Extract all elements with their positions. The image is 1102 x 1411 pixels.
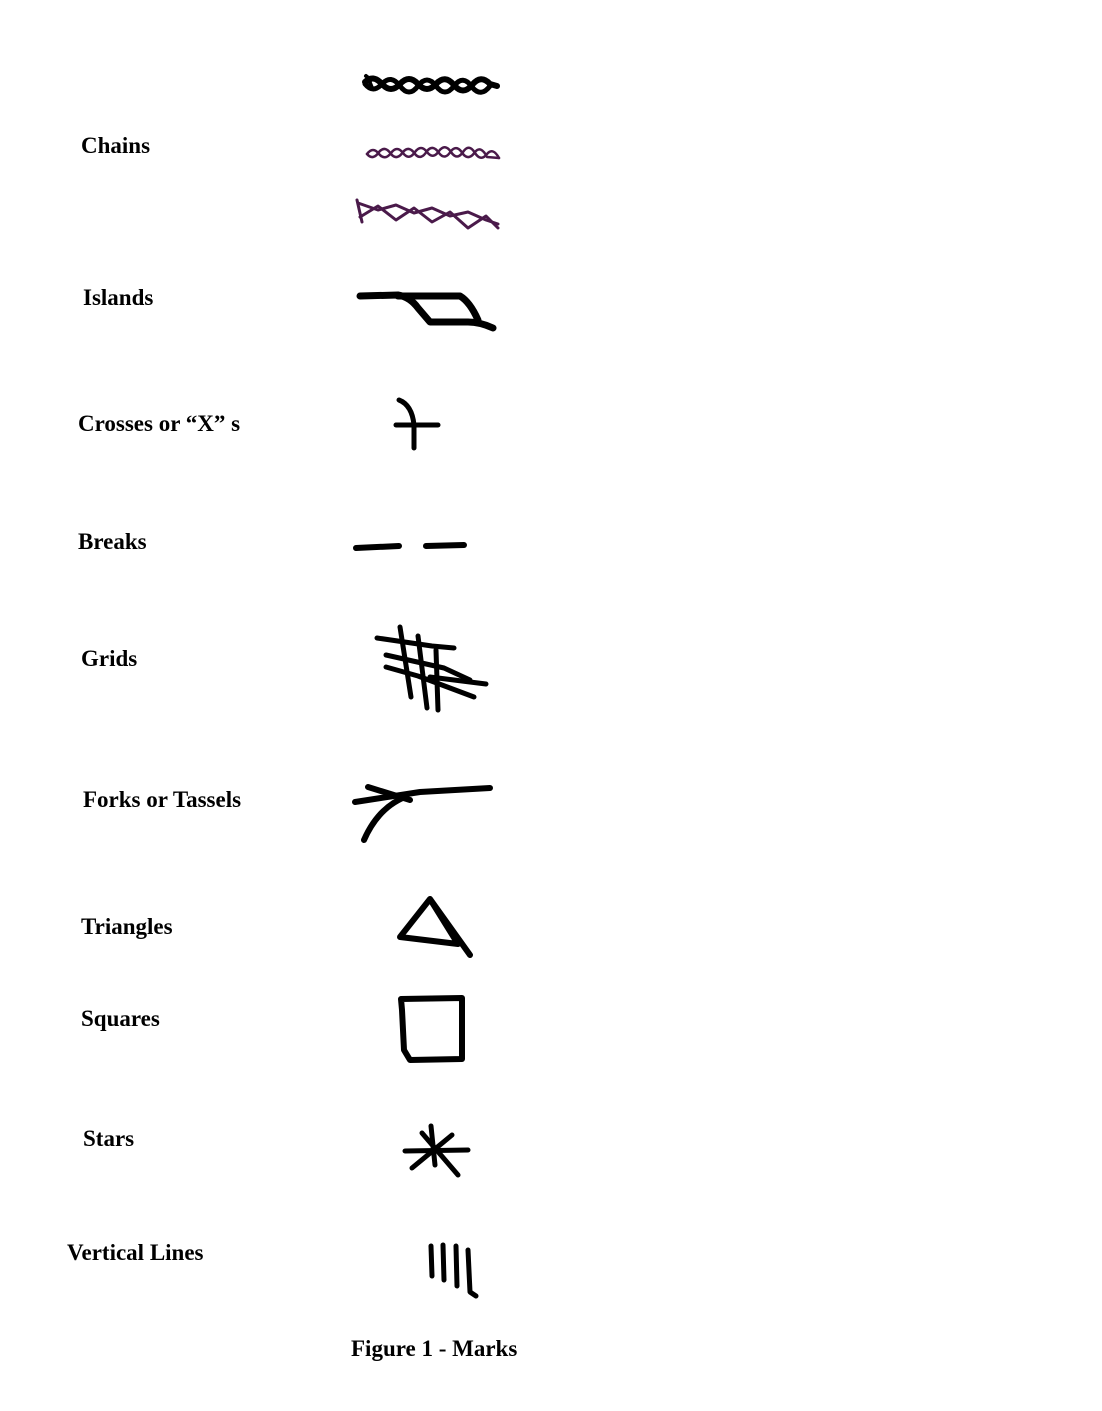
label-grids: Grids bbox=[81, 646, 138, 671]
label-islands: Islands bbox=[83, 285, 154, 310]
breaks-mark bbox=[356, 545, 464, 548]
label-chains: Chains bbox=[81, 133, 151, 158]
figure-caption: Figure 1 - Marks bbox=[351, 1336, 518, 1361]
grid-mark bbox=[377, 627, 486, 710]
label-breaks: Breaks bbox=[78, 529, 147, 554]
vertical-lines-mark bbox=[431, 1245, 476, 1296]
triangle-mark bbox=[400, 899, 470, 955]
island-mark bbox=[360, 295, 493, 328]
label-forks: Forks or Tassels bbox=[83, 787, 242, 812]
chain-mark-thick bbox=[365, 76, 497, 92]
cross-mark bbox=[396, 400, 438, 448]
label-crosses: Crosses or “X” s bbox=[78, 411, 241, 436]
square-mark bbox=[401, 998, 462, 1060]
chain-mark-thin bbox=[367, 147, 499, 158]
label-stars: Stars bbox=[83, 1126, 135, 1151]
label-vertical-lines: Vertical Lines bbox=[67, 1240, 204, 1265]
label-squares: Squares bbox=[81, 1006, 160, 1031]
chain-mark-crossed bbox=[357, 200, 498, 228]
star-mark bbox=[405, 1126, 468, 1175]
label-triangles: Triangles bbox=[81, 914, 173, 939]
fork-mark bbox=[355, 787, 490, 840]
